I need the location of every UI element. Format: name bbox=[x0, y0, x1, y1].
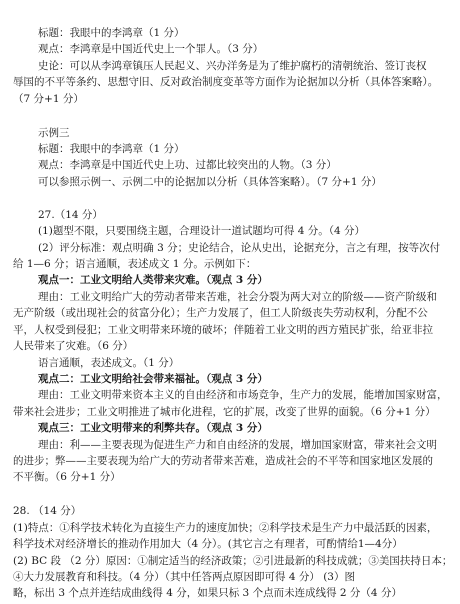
text-line: 理由：工业文明给广大的劳动者带来苦难，社会分裂为两大对立的阶级——资产阶级和 bbox=[38, 291, 437, 303]
text-line: 的进步；弊——主要表现为给广大的劳动者带来苦难，造成社会的不平等和国家地区发展的 bbox=[13, 455, 433, 467]
text-line: 带来社会进步；工业文明推进了城市化进程，它的扩展，改变了世界的面貌。（6 分+1 分） bbox=[13, 406, 436, 418]
question-heading: 28. （14 分） bbox=[13, 505, 82, 517]
text-line: 标题：我眼中的李鸿章（1 分） bbox=[38, 143, 185, 155]
text-line: ④大力发展教育和科技。（4 分）（其中任答两点原因即可得 4 分） (3）图 bbox=[13, 571, 355, 583]
text-line: 略，标出 3 个点并连结成曲线得 4 分，如果只标 3 个点而未连成线得 2 分（4 分） bbox=[13, 587, 402, 599]
text-line: 平，人权受到侵犯；工业文明带来环境的破坏；伴随着工业文明的西方殖民扩张，给亚非拉 bbox=[13, 324, 433, 336]
text-line: （7 分+1 分） bbox=[13, 93, 84, 105]
text-line: 给 1—6 分；语言通顺，表述成文 1 分。示例如下： bbox=[13, 258, 257, 270]
text-line: 辱国的不平等条约、思想守旧、反对政治制度变革等方面作为论据加以分析（具体答案略）。 bbox=[13, 76, 439, 88]
text-line: 史论：可以从李鸿章镇压人民起义、兴办洋务是为了维护腐朽的清朝统治、签订丧权 bbox=[38, 60, 427, 72]
viewpoint-heading: 观点三：工业文明带来的利弊共存。（观点 3 分） bbox=[38, 422, 268, 434]
text-line: (2) BC 段 （2 分）原因：①制定适当的经济政策；②引进最新的科技成就；③美国扶持日本； bbox=[13, 555, 453, 567]
text-line: 科学技术对经济增长的推动作用加大（4 分）。(其它言之有理者，可酌情给1—4分） bbox=[13, 538, 403, 550]
viewpoint-heading: 观点二：工业文明给社会带来福祉。（观点 3 分） bbox=[38, 373, 268, 385]
text-line: 观点：李鸿章是中国近代史上功、过都比较突出的人物。（3 分） bbox=[38, 159, 337, 171]
text-line: (2）评分标准：观点明确 3 分；史论结合，论从史出，论据充分，言之有理，按等次付 bbox=[38, 242, 441, 254]
text-line: 可以参照示例一、示例二中的论据加以分析（具体答案略）。（7 分+1 分） bbox=[38, 176, 382, 188]
text-line: 语言通顺，表述成文。（1 分） bbox=[38, 357, 180, 369]
question-heading: 27.（14 分） bbox=[38, 209, 103, 221]
text-line: (1)特点：①科学技术转化为直接生产力的速度加快；②科学技术是生产力中最活跃的因素， bbox=[13, 522, 438, 534]
text-line: 理由：利——主要表现为促进生产力和自由经济的发展，增加国家财富，带来社会文明 bbox=[38, 439, 437, 451]
text-line: 理由：工业文明带来资本主义的自由经济和市场竞争，生产力的发展，能增加国家财富， bbox=[38, 389, 448, 401]
text-line: 无产阶级（或出现社会的贫富分化）；生产力发展了，但工人阶级丧失劳动权利，分配不公 bbox=[13, 307, 428, 319]
text-line: (1)题型不限，只要围绕主题，合理设计一道试题均可得 4 分。（4 分） bbox=[38, 225, 365, 237]
section-heading: 示例三 bbox=[38, 127, 70, 139]
text-line: 不平衡。（6 分+1 分） bbox=[13, 471, 121, 483]
text-line: 观点：李鸿章是中国近代史上一个罪人。（3 分） bbox=[38, 43, 264, 55]
viewpoint-heading: 观点一：工业文明给人类带来灾难。（观点 3 分） bbox=[38, 274, 268, 286]
text-line: 标题：我眼中的李鸿章（1 分） bbox=[38, 27, 185, 39]
text-line: 人民带来了灾难。（6 分） bbox=[13, 340, 134, 352]
